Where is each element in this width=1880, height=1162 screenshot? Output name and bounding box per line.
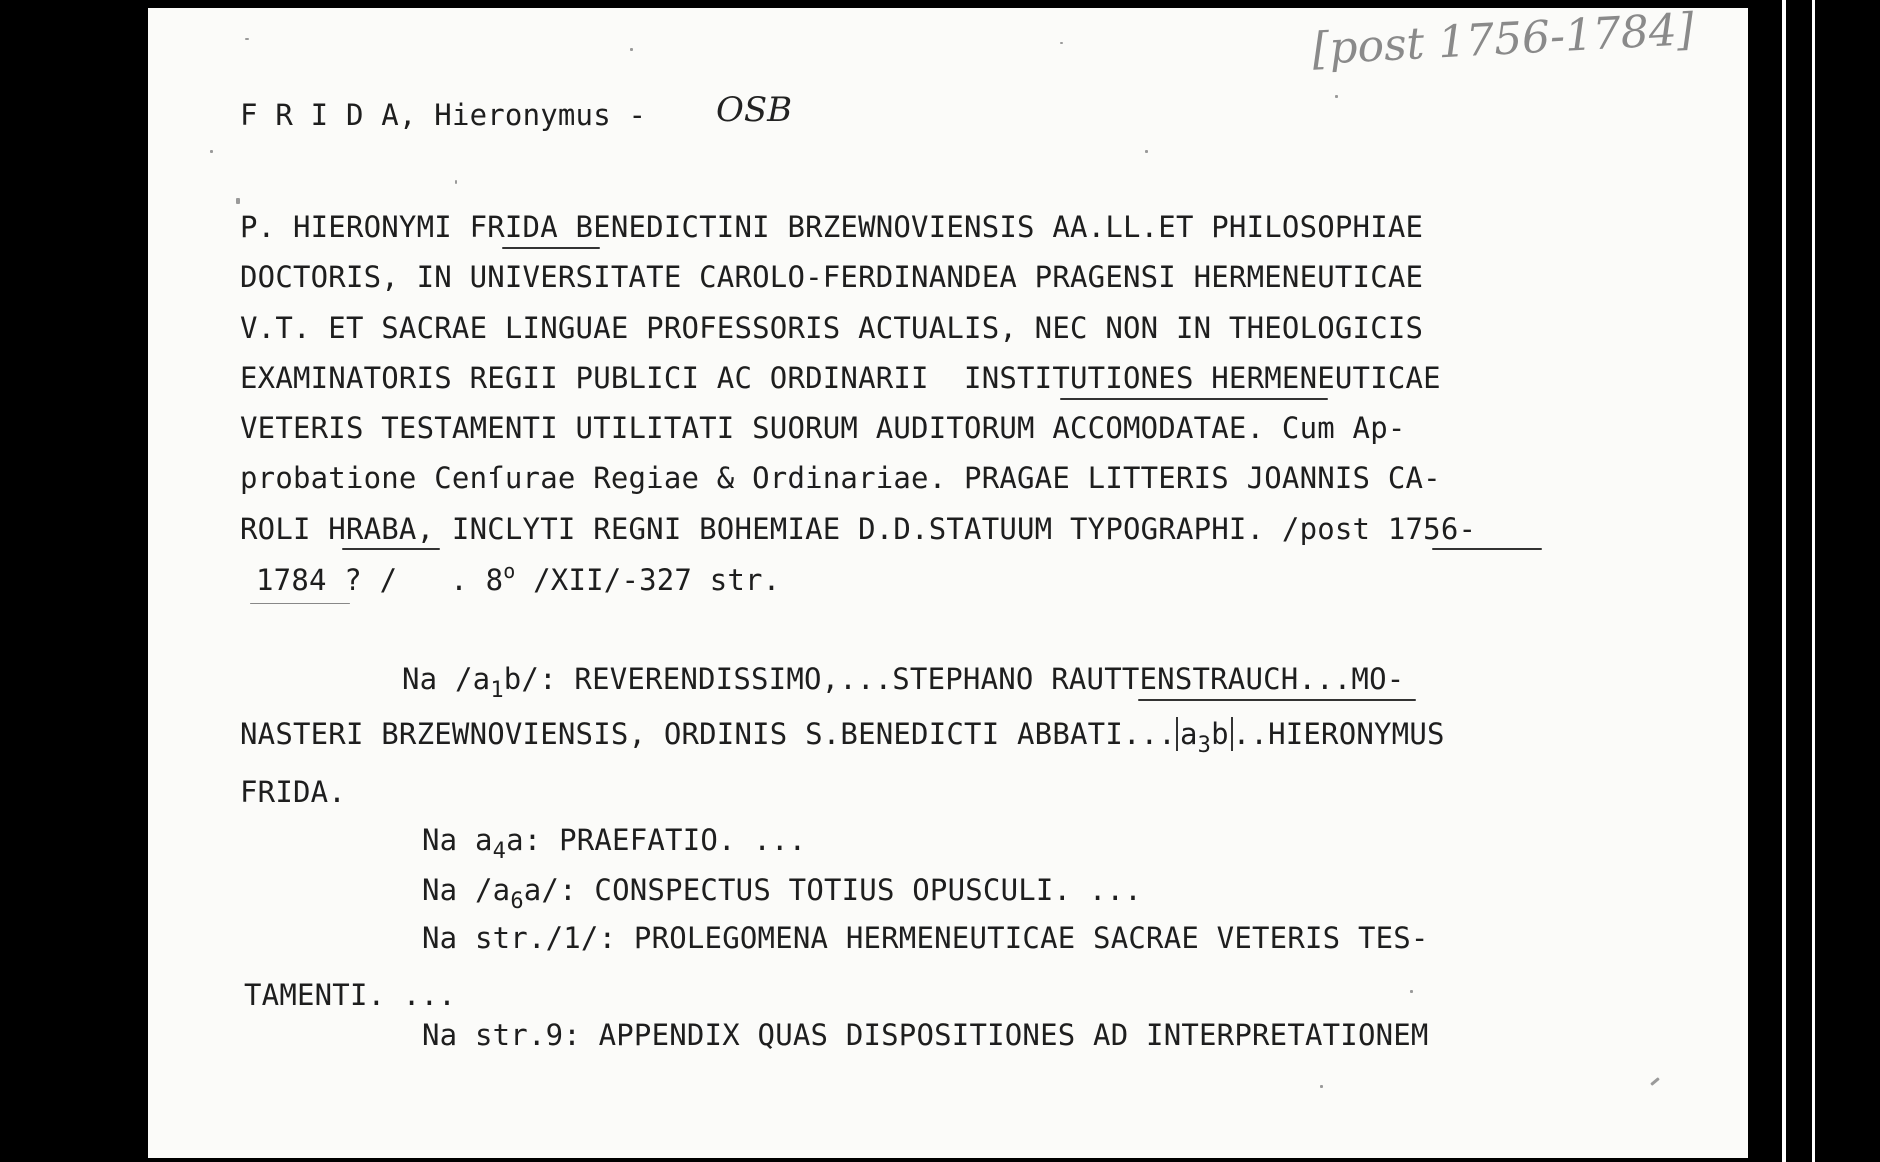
order-annotation: OSB	[716, 90, 793, 130]
imprint-pages: /XII/-327 str.	[515, 563, 781, 597]
scan-speck	[1320, 1085, 1323, 1088]
entry-appendix: Na str.9: APPENDIX QUAS DISPOSITIONES AD INTERPRETATIONEM	[422, 1018, 1429, 1052]
signature-sub: 1	[490, 678, 504, 703]
dedication-text: NASTERI BRZEWNOVIENSIS, ORDINIS S.BENEDICTI ABBATI...	[240, 717, 1176, 751]
imprint-line	[256, 559, 781, 597]
title-line-5: VETERIS TESTAMENTI UTILITATI SUORUM AUDITORUM ACCOMODATAE. Cum Ap-	[240, 411, 1406, 445]
dedication-line-3: FRIDA.	[240, 775, 346, 809]
entry-prolegomena-2: TAMENTI. ...	[244, 978, 456, 1012]
signature-sub: 6	[510, 889, 524, 914]
author-surname: F R I D A,	[240, 98, 417, 132]
entry-conspectus	[422, 873, 1142, 914]
title-line-3: V.T. ET SACRAE LINGUAE PROFESSORIS ACTUALIS, NEC NON IN THEOLOGICIS	[240, 311, 1424, 345]
scan-speck	[455, 180, 457, 184]
scan-speck	[1410, 990, 1413, 993]
underline-imprint-date	[250, 603, 350, 604]
title-line-4: EXAMINATORIS REGII PUBLICI AC ORDINARII INSTITUTIONES HERMENEUTICAE	[240, 361, 1441, 395]
scan-speck	[630, 48, 633, 51]
dedication-text: ..HIERONYMUS	[1232, 717, 1445, 751]
entry-text: a/: CONSPECTUS TOTIUS OPUSCULI. ...	[523, 873, 1142, 907]
dedication-text: b/: REVERENDISSIMO,...STEPHANO RAUTTENSTRAUCH...MO-	[503, 662, 1405, 696]
entry-text: a: PRAEFATIO. ...	[506, 823, 807, 857]
signature-sub: 4	[492, 839, 507, 864]
author-given-name: Hieronymus -	[434, 98, 647, 132]
dedication-line-2	[240, 717, 1445, 758]
title-line-2: DOCTORIS, IN UNIVERSITATE CAROLO-FERDINANDEA PRAGENSI HERMENEUTICAE	[240, 260, 1424, 294]
title-line-7: ROLI HRABA, INCLYTI REGNI BOHEMIAE D.D.STATUUM TYPOGRAPHI. /post 1756-	[240, 512, 1477, 546]
signature-letter: b	[1211, 717, 1229, 751]
underline-rauttenstrauch	[1138, 699, 1416, 701]
dedication-locator: Na /a	[402, 662, 491, 696]
entry-praefatio	[422, 823, 807, 864]
scan-speck	[236, 198, 240, 204]
archive-date-note: [post 1756-1784]	[1310, 4, 1696, 75]
scan-edge-line	[1812, 0, 1815, 1162]
underline-hraba	[342, 548, 440, 550]
scan-speck	[1335, 95, 1338, 98]
signature-letter: a	[1179, 717, 1198, 751]
signature-bracket	[1176, 717, 1233, 758]
scan-speck	[1145, 150, 1148, 153]
entry-prolegomena-1: Na str./1/: PROLEGOMENA HERMENEUTICAE SACRAE VETERIS TES-	[422, 921, 1429, 955]
title-line-1: P. HIERONYMI FRIDA BENEDICTINI BRZEWNOVIENSIS AA.LL.ET PHILOSOPHIAE	[240, 210, 1424, 244]
title-line-6: probatione Cenſurae Regiae & Ordinariae. PRAGAE LITTERIS JOANNIS CA-	[240, 461, 1441, 495]
author-heading	[240, 98, 646, 132]
scan-speck	[1060, 42, 1063, 44]
imprint-date: 1784 ? / . 8	[256, 563, 504, 597]
entry-locator: Na a	[422, 823, 493, 857]
format-mark: o	[503, 559, 516, 583]
signature-sub: 3	[1197, 733, 1212, 758]
underline-frida	[502, 247, 600, 249]
entry-locator: Na /a	[422, 873, 511, 907]
scan-speck	[210, 150, 213, 153]
dedication-line-1	[402, 662, 1405, 703]
scan-edge-line	[1782, 0, 1786, 1162]
underline-institutiones	[1060, 398, 1328, 400]
scan-speck	[245, 38, 249, 40]
underline-post	[1432, 548, 1542, 550]
